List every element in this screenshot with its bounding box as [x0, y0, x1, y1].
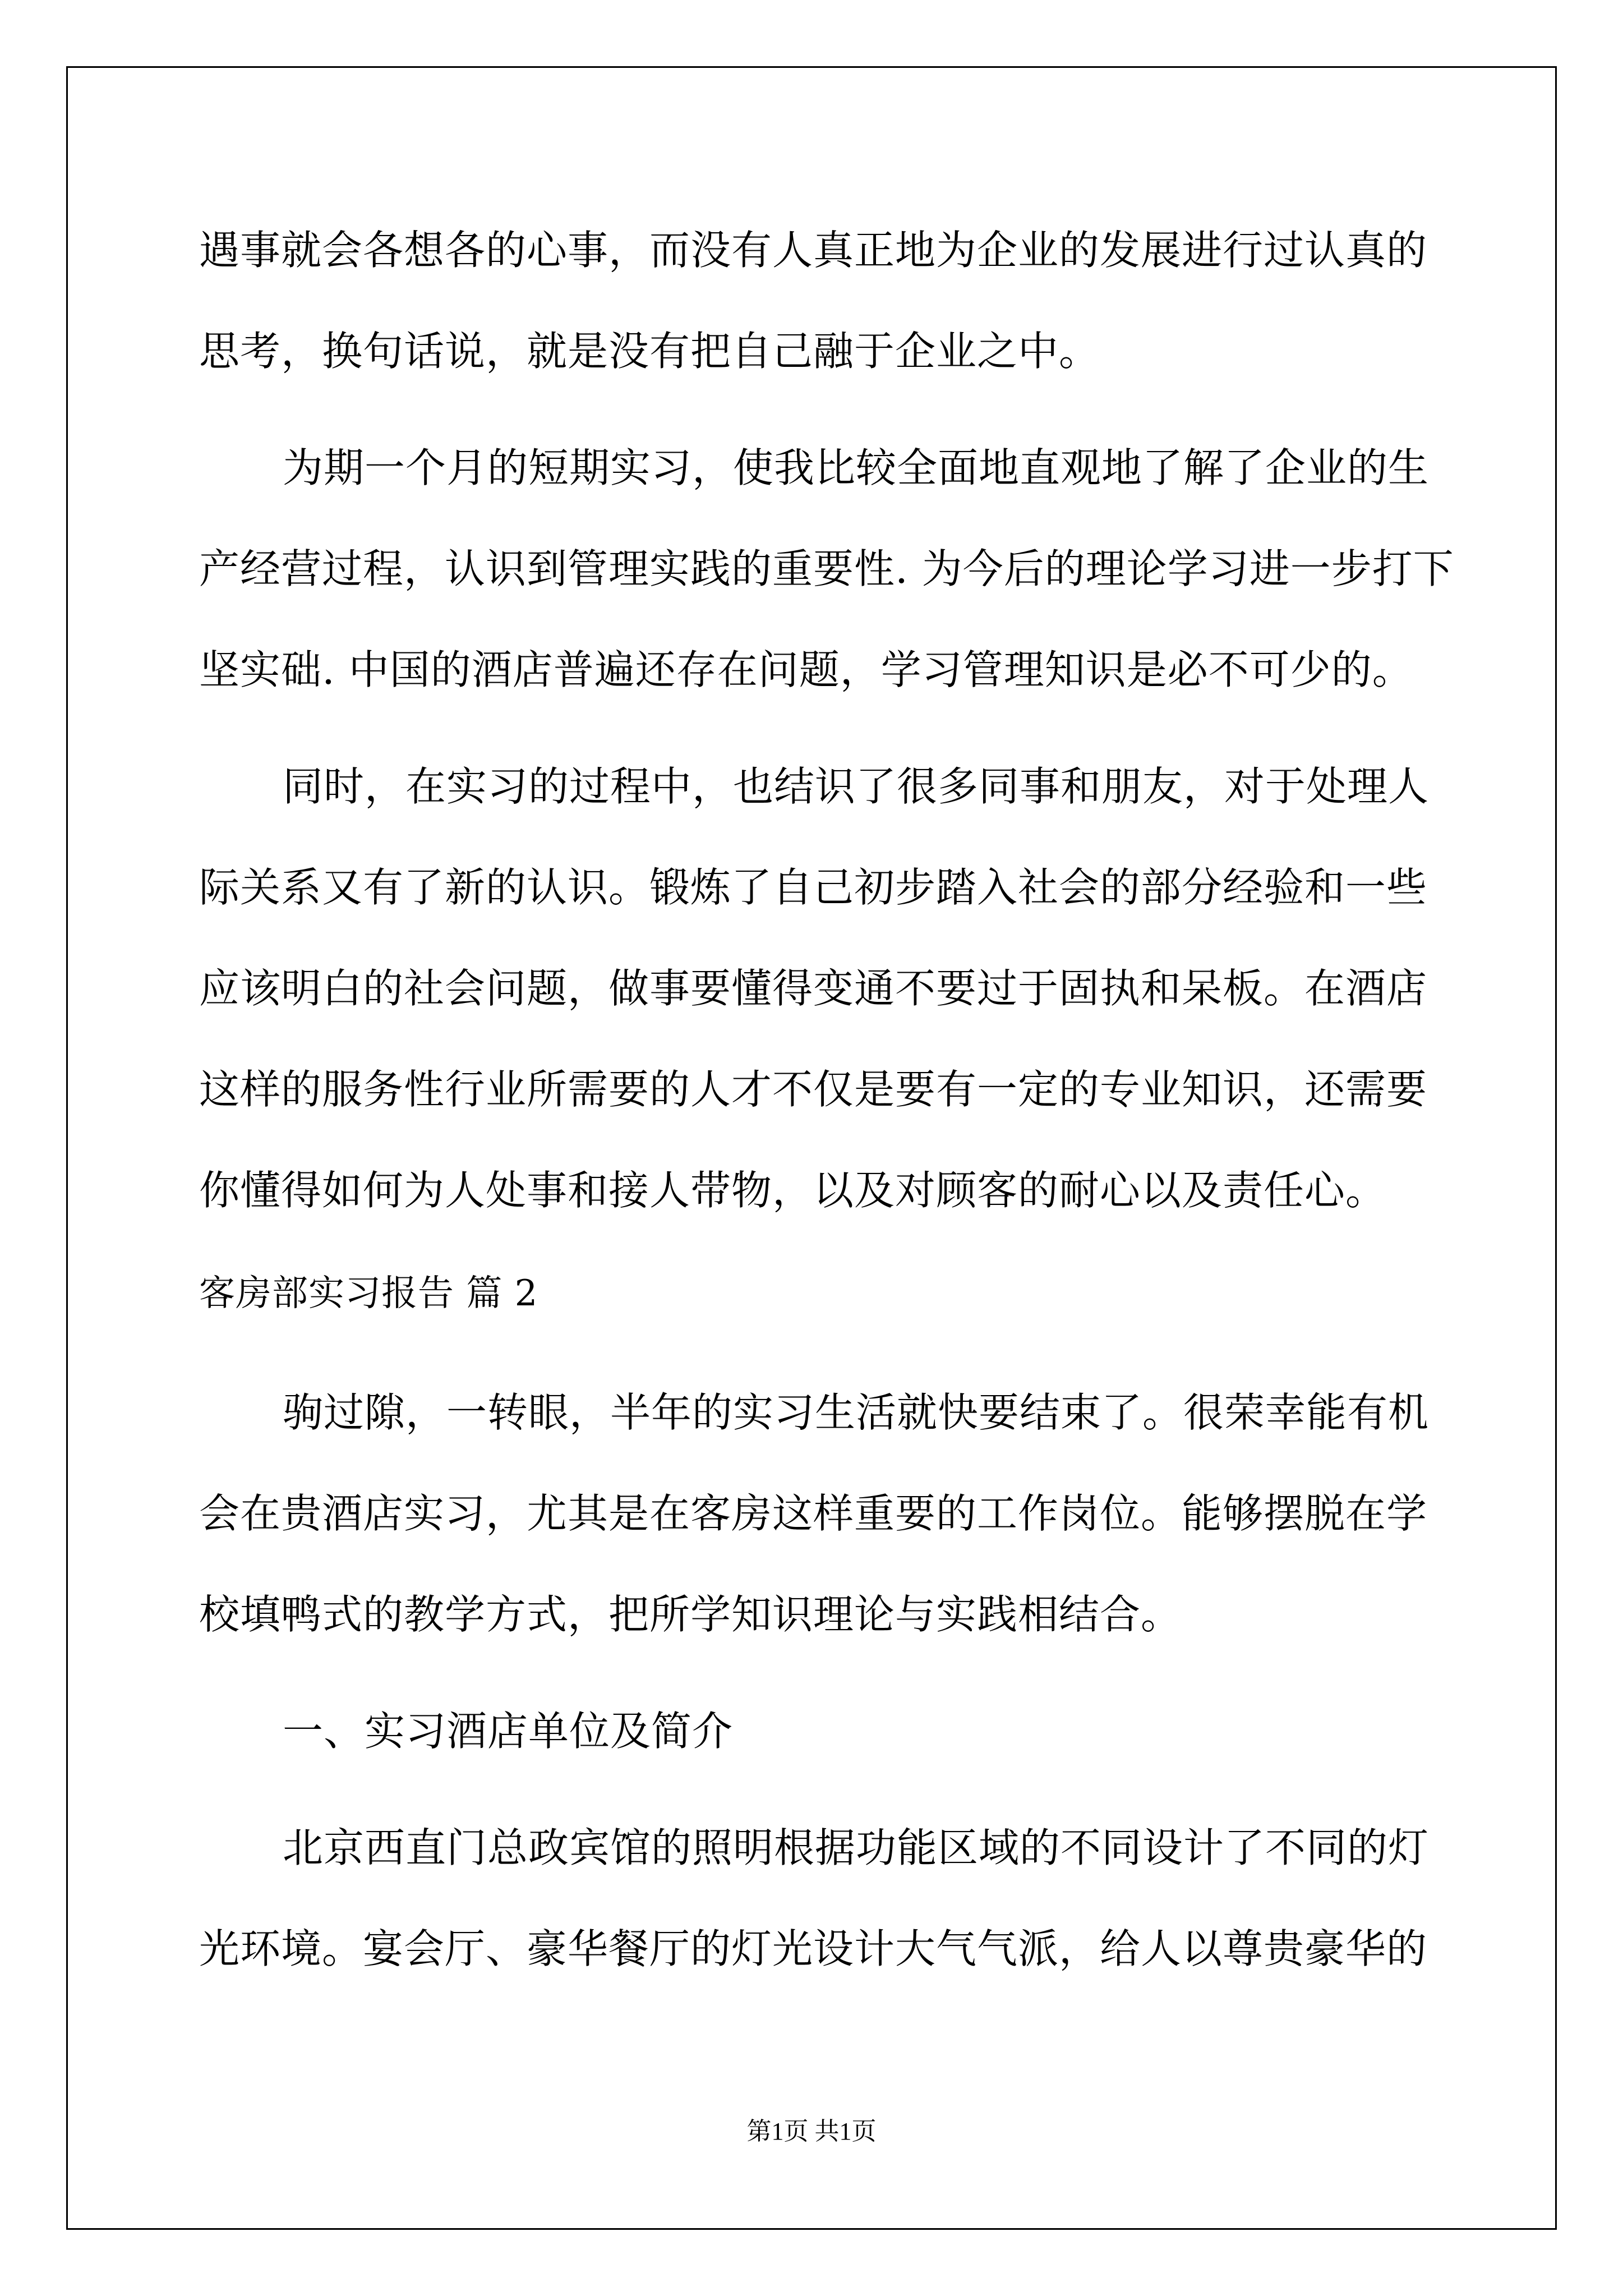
- subsection-heading: 一、实习酒店单位及简介: [283, 1708, 734, 1755]
- paragraph-first-line: 同时，在实习的过程中，也结识了很多同事和朋友，对于处理人: [283, 763, 1430, 810]
- body-text-line: 遇事就会各想各的心事，而没有人真正地为企业的发展进行过认真的: [199, 227, 1428, 274]
- body-text-line: 校填鸭式的教学方式，把所学知识理论与实践相结合。: [199, 1591, 1182, 1638]
- body-text-line: 际关系又有了新的认识。锻炼了自己初步踏入社会的部分经验和一些: [199, 864, 1428, 911]
- body-text-line: 你懂得如何为人处事和接人带物，以及对顾客的耐心以及责任心。: [199, 1167, 1387, 1214]
- body-text-line: 会在贵酒店实习，尤其是在客房这样重要的工作岗位。能够摆脱在学: [199, 1490, 1428, 1537]
- paragraph-first-line: 为期一个月的短期实习，使我比较全面地直观地了解了企业的生: [283, 444, 1430, 491]
- paragraph-first-line: 北京西直门总政宾馆的照明根据功能区域的不同设计了不同的灯: [283, 1824, 1430, 1871]
- body-text-line: 产经营过程，认识到管理实践的重要性. 为今后的理论学习进一步打下: [199, 545, 1454, 592]
- body-text-line: 光环境。宴会厅、豪华餐厅的灯光设计大气气派，给人以尊贵豪华的: [199, 1925, 1428, 1972]
- paragraph-first-line: 驹过隙，一转眼，半年的实习生活就快要结束了。很荣幸能有机: [283, 1389, 1430, 1436]
- body-text-line: 思考，换句话说，就是没有把自己融于企业之中。: [199, 328, 1100, 375]
- page-number-footer: 第1页 共1页: [746, 2118, 877, 2145]
- page-border: [66, 66, 1557, 2230]
- body-text-line: 这样的服务性行业所需要的人才不仅是要有一定的专业知识，还需要: [199, 1066, 1428, 1113]
- body-text-line: 坚实础. 中国的酒店普遍还存在问题，学习管理知识是必不可少的。: [199, 646, 1413, 693]
- section-heading: 客房部实习报告 篇 2: [199, 1273, 538, 1314]
- body-text-line: 应该明白的社会问题，做事要懂得变通不要过于固执和呆板。在酒店: [199, 965, 1428, 1012]
